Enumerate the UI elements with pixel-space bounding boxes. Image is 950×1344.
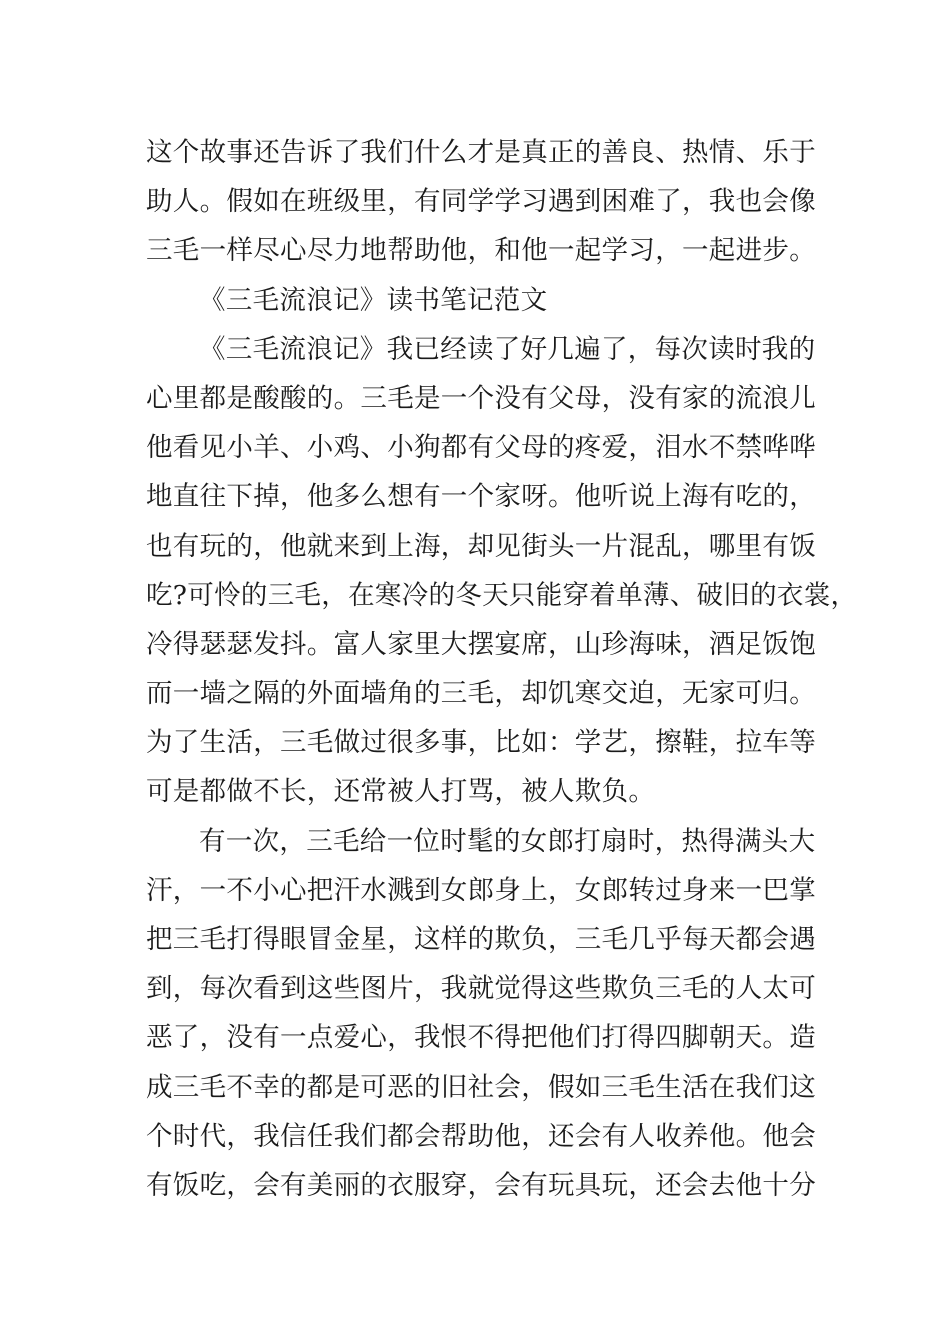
text-line: 地直往下掉，他多么想有一个家呀。他听说上海有吃的， [146,481,816,513]
text-line: 到，每次看到这些图片，我就觉得这些欺负三毛的人太可 [146,973,816,1005]
text-line: 有饭吃，会有美丽的衣服穿，会有玩具玩，还会去他十分 [146,1169,816,1201]
text-line: 吃?可怜的三毛，在寒冷的冬天只能穿着单薄、破旧的衣裳， [146,579,858,611]
text-line: 汗，一不小心把汗水溅到女郎身上，女郎转过身来一巴掌 [146,874,816,906]
document-body [146,128,858,1210]
text-line: 可是都做不长，还常被人打骂，被人欺负。 [146,776,656,808]
text-line: 他看见小羊、小鸡、小狗都有父母的疼爱，泪水不禁哗哗 [146,432,816,464]
text-line: 《三毛流浪记》我已经读了好几遍了，每次读时我的 [199,333,816,365]
text-line: 三毛一样尽心尽力地帮助他，和他一起学习，一起进步。 [146,235,816,267]
text-line: 也有玩的，他就来到上海，却见街头一片混乱，哪里有饭 [146,530,816,562]
text-line: 恶了，没有一点爱心，我恨不得把他们打得四脚朝天。造 [146,1022,816,1054]
text-line: 成三毛不幸的都是可恶的旧社会，假如三毛生活在我们这 [146,1071,816,1103]
text-line: 有一次，三毛给一位时髦的女郎打扇时，热得满头大 [199,825,816,857]
text-line: 这个故事还告诉了我们什么才是真正的善良、热情、乐于 [146,137,816,168]
text-line: 冷得瑟瑟发抖。富人家里大摆宴席，山珍海味，酒足饭饱 [146,628,816,660]
text-line: 把三毛打得眼冒金星，这样的欺负，三毛几乎每天都会遇 [146,924,816,955]
text-line: 而一墙之隔的外面墙角的三毛，却饥寒交迫，无家可归。 [146,678,816,710]
text-line: 助人。假如在班级里，有同学学习遇到困难了，我也会像 [146,186,816,218]
text-line: 个时代，我信任我们都会帮助他，还会有人收养他。他会 [146,1120,816,1152]
text-line: 心里都是酸酸的。三毛是一个没有父母，没有家的流浪儿 [146,382,816,414]
text-line: 为了生活，三毛做过很多事，比如：学艺，擦鞋，拉车等 [146,727,816,759]
text-line: 《三毛流浪记》读书笔记范文 [199,284,548,316]
